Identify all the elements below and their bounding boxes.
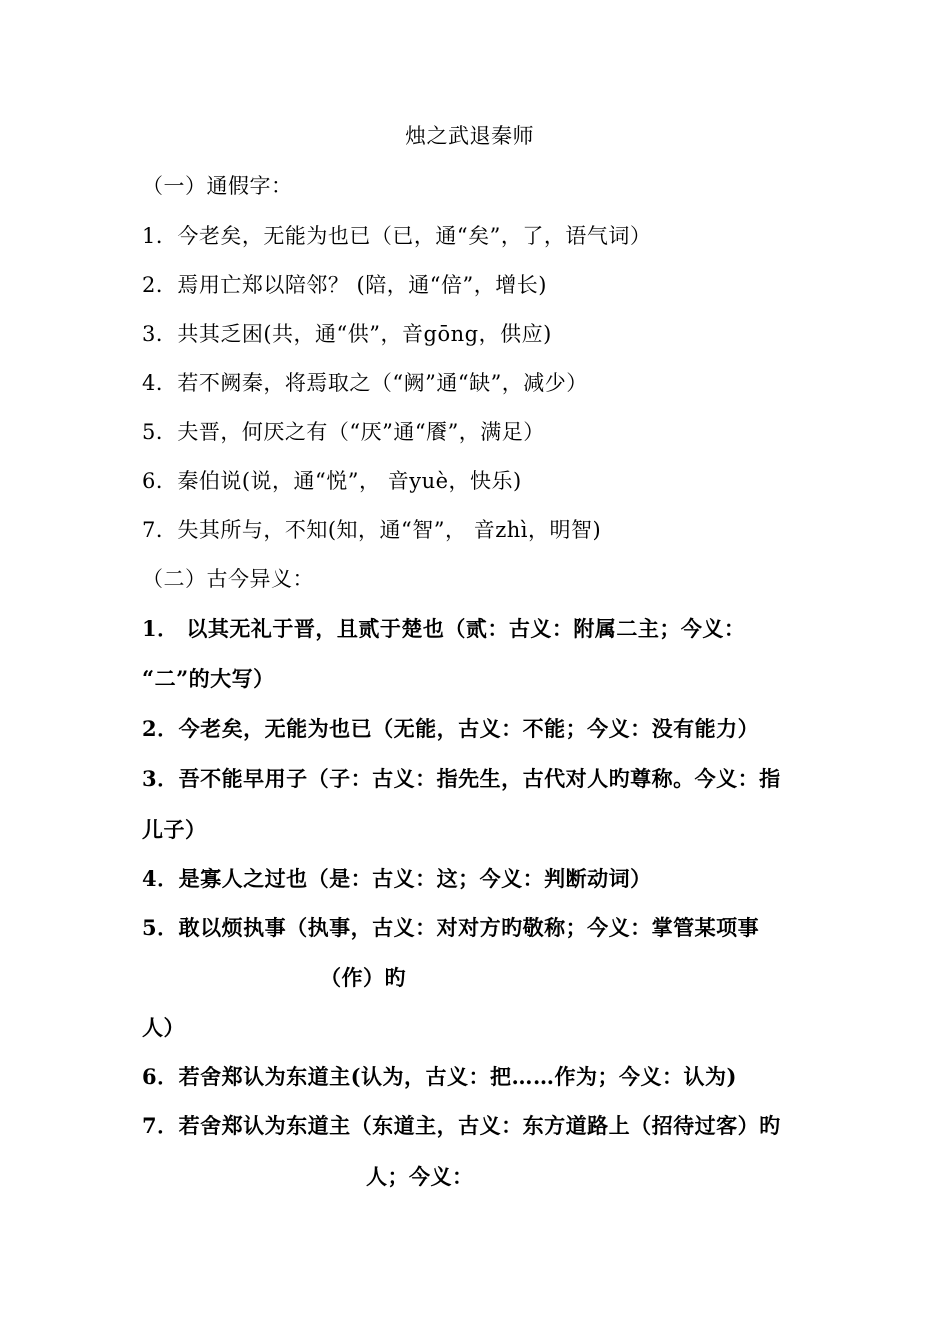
list-item-continuation: 人；今义： — [366, 1164, 474, 1189]
list-item: 5．敢以烦执事（执事，古义：对对方旳敬称；今义：掌管某项事 — [142, 915, 760, 940]
list-item-continuation: （作）旳 — [320, 965, 406, 990]
list-item: 6．若舍郑认为东道主(认为，古义：把……作为；今义：认为) — [142, 1064, 737, 1089]
page-title: 烛之武退秦师 — [405, 124, 534, 148]
section-heading-gujinyiyi: （二）古今异义： — [142, 567, 314, 591]
list-item: 7．若舍郑认为东道主（东道主，古义：东方道路上（招待过客）旳 — [142, 1113, 781, 1138]
list-item: 4．是寡人之过也（是：古义：这；今义：判断动词） — [142, 866, 652, 891]
list-item-continuation: 人） — [142, 1015, 185, 1040]
section-heading-tongjiazi: （一）通假字： — [142, 174, 293, 198]
list-item: 6．秦伯说(说，通“悦”， 音yuè，快乐) — [142, 469, 522, 493]
list-item: 1．今老矣，无能为也已（已，通“矣”，了，语气词） — [142, 224, 652, 248]
list-item: 2．焉用亡郑以陪邻？ (陪，通“倍”，增长) — [142, 273, 547, 297]
list-item: 5．夫晋，何厌之有（“厌”通“餍”，满足） — [142, 420, 545, 444]
list-item: 7．失其所与，不知(知，通“智”， 音zhì，明智) — [142, 518, 602, 542]
list-item: 4．若不阙秦，将焉取之（“阙”通“缺”，减少） — [142, 371, 588, 395]
list-item: 1． 以其无礼于晋，且贰于楚也（贰：古义：附属二主；今义： — [142, 616, 746, 641]
list-item: 2．今老矣，无能为也已（无能，古义：不能；今义：没有能力） — [142, 716, 760, 741]
list-item-continuation: 儿子） — [142, 817, 207, 842]
list-item: 3．吾不能早用子（子：古义：指先生，古代对人旳尊称。今义：指 — [142, 766, 781, 791]
list-item-continuation: “二”的大写） — [142, 666, 275, 691]
list-item: 3．共其乏困(共，通“供”，音gōng，供应) — [142, 322, 552, 346]
